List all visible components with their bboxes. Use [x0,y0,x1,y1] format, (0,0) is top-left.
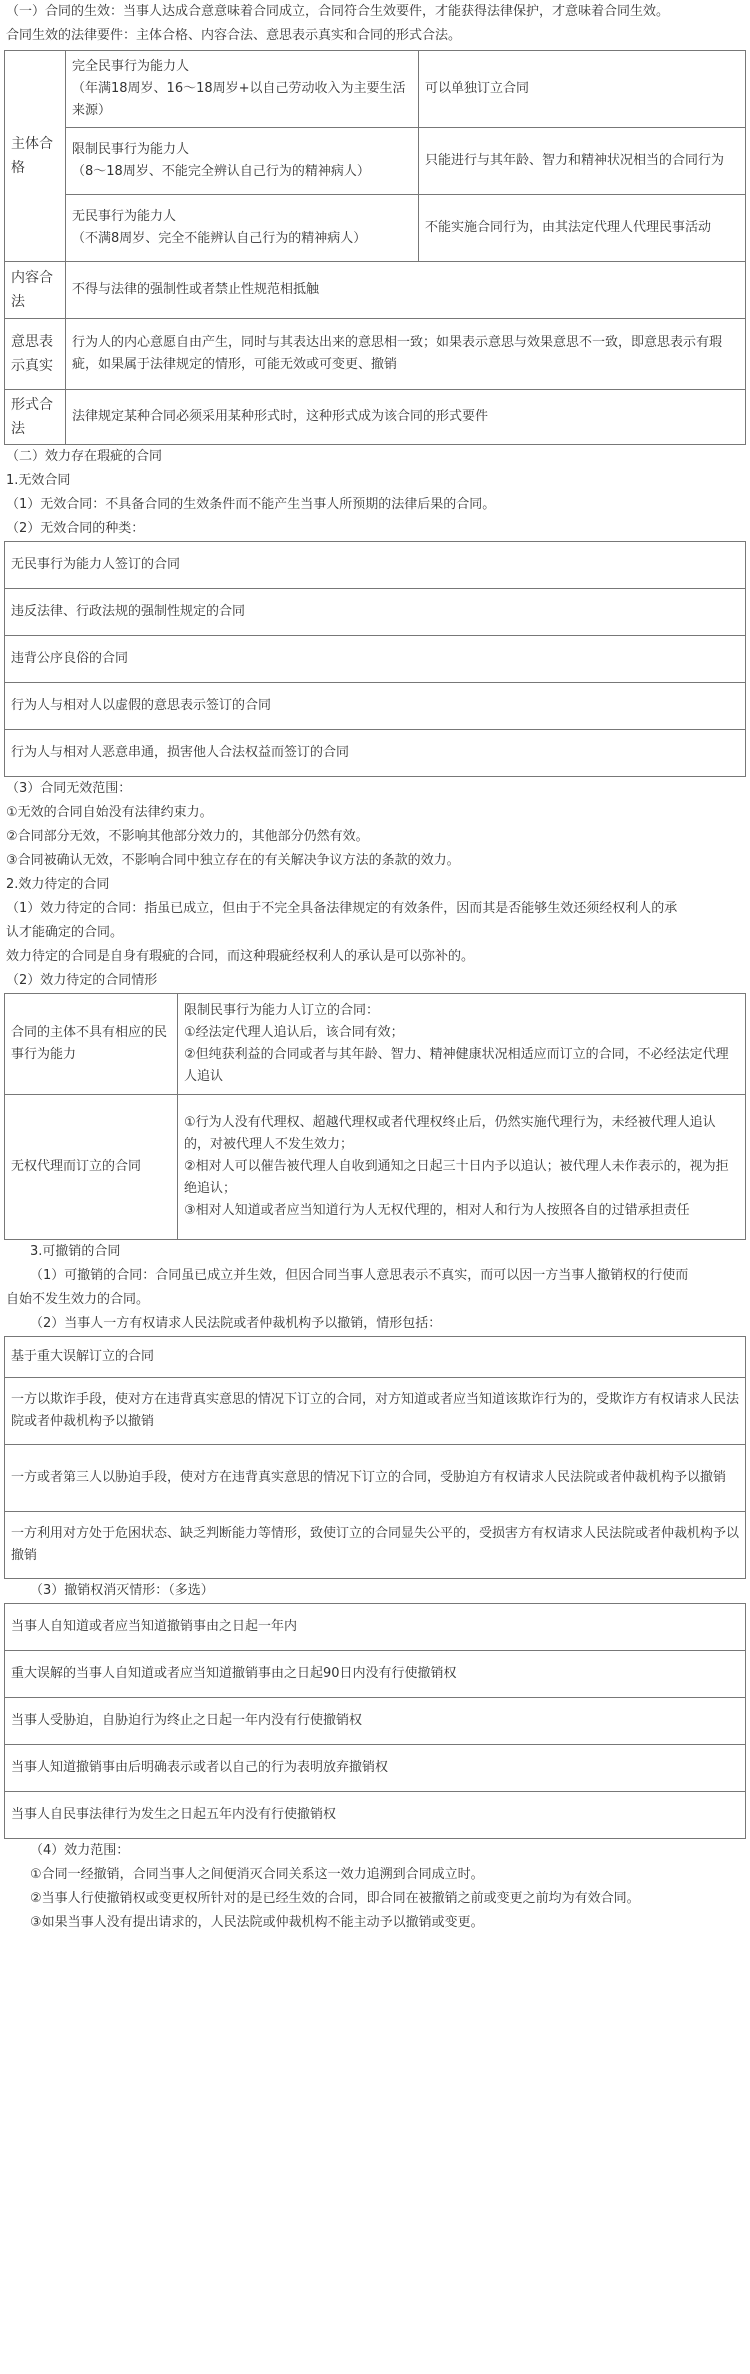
cell-line: ①行为人没有代理权、超越代理权或者代理权终止后，仍然实施代理行为，未经被代理人追认的，对被代理人不发生效力； [184,1115,716,1152]
pending-table [4,993,746,1240]
table-cell: 违背公序良俗的合同 [5,636,746,683]
paragraph: （2）无效合同的种类： [6,521,145,536]
cell-line: ②但纯获利益的合同或者与其年龄、智力、精神健康状况相适应而订立的合同，不必经法定代理人追认 [184,1047,729,1084]
table-cell [178,994,746,1095]
void-types-table [4,541,746,777]
table-row [5,390,746,445]
paragraph: （3）撤销权消灭情形：（多选） [30,1583,214,1598]
list-item: ③如果当事人没有提出请求的，人民法院或仲裁机构不能主动予以撤销或变更。 [30,1915,484,1930]
table-row [5,542,746,589]
intent-label: 意思表示真实 [5,319,66,390]
list-item: ③合同被确认无效，不影响合同中独立存在的有关解决争议方法的条款的效力。 [6,853,460,868]
capacity-effect: 不能实施合同行为，由其法定代理人代理民事活动 [419,195,746,262]
paragraph: （1）无效合同：不具备合同的生效条件而不能产生当事人所预期的法律后果的合同。 [6,497,496,512]
table-row [5,994,746,1095]
table-cell [66,128,419,195]
table-cell: 当事人自知道或者应当知道撤销事由之日起一年内 [5,1604,746,1651]
table-cell: 重大误解的当事人自知道或者应当知道撤销事由之日起90日内没有行使撤销权 [5,1651,746,1698]
capacity-title: 完全民事行为能力人 [72,59,190,74]
revocable-table [4,1336,746,1579]
table-row [5,636,746,683]
table-cell [66,51,419,128]
intent-text: 行为人的内心意愿自由产生，同时与其表达出来的意思相一致；如果表示意思与效果意思不一致，即意思表示有瑕疵，如果属于法律规定的情形，可能无效或可变更、撤销 [66,319,746,390]
subsection-heading: 1.无效合同 [6,473,71,488]
table-cell: 一方或者第三人以胁迫手段，使对方在违背真实意思的情况下订立的合同，受胁迫方有权请求人民法院或者仲裁机构予以撤销 [5,1445,746,1512]
table-cell: 合同的主体不具有相应的民事行为能力 [5,994,178,1095]
list-item: ①无效的合同自始没有法律约束力。 [6,805,213,820]
table-cell [178,1095,746,1240]
paragraph: （1）可撤销的合同：合同虽已成立并生效，但因合同当事人意思表示不真实，而可以因一方当事人撤销权的行使而 [30,1268,689,1283]
intro-line: （一）合同的生效：当事人达成合意意味着合同成立，合同符合生效要件，才能获得法律保护，才意味着合同生效。 [6,4,670,19]
capacity-title: 无民事行为能力人 [72,209,177,224]
table-cell: 一方利用对方处于危困状态、缺乏判断能力等情形，致使订立的合同显失公平的，受损害方有权请求人民法院或者仲裁机构予以撤销 [5,1512,746,1579]
table-row [5,128,746,195]
table-row [5,1512,746,1579]
subsection-heading: 3.可撤销的合同 [30,1244,121,1259]
capacity-note: （不满8周岁、完全不能辨认自己行为的精神病人） [72,231,367,246]
capacity-effect: 只能进行与其年龄、智力和精神状况相当的合同行为 [419,128,746,195]
paragraph: （1）效力待定的合同：指虽已成立，但由于不完全具备法律规定的有效条件，因而其是否能够生效还须经权利人的承 [6,901,678,916]
table-row [5,319,746,390]
capacity-note: （8～18周岁、不能完全辨认自己行为的精神病人） [72,164,370,179]
table-row [5,730,746,777]
capacity-title: 限制民事行为能力人 [72,142,190,157]
table-row [5,195,746,262]
table-cell: 基于重大误解订立的合同 [5,1337,746,1378]
capacity-note: （年满18周岁、16～18周岁+以自己劳动收入为主要生活来源） [72,81,406,118]
requirements-table [4,50,746,445]
table-row [5,1698,746,1745]
table-cell: 行为人与相对人恶意串通，损害他人合法权益而签订的合同 [5,730,746,777]
table-row [5,1378,746,1445]
cell-line: ③相对人知道或者应当知道行为人无权代理的，相对人和行为人按照各自的过错承担责任 [184,1203,690,1218]
cell-line: ②相对人可以催告被代理人自收到通知之日起三十日内予以追认；被代理人未作表示的，视为拒绝追认； [184,1159,729,1196]
table-row [5,683,746,730]
table-row [5,1604,746,1651]
intro-line: 合同生效的法律要件：主体合格、内容合法、意思表示真实和合同的形式合法。 [6,28,462,43]
paragraph: （2）当事人一方有权请求人民法院或者仲裁机构予以撤销，情形包括： [30,1316,442,1331]
table-cell: 当事人自民事法律行为发生之日起五年内没有行使撤销权 [5,1792,746,1839]
form-text: 法律规定某种合同必须采用某种形式时，这种形式成为该合同的形式要件 [66,390,746,445]
extinction-table [4,1603,746,1839]
subsection-heading: 2.效力待定的合同 [6,877,110,892]
paragraph: （4）效力范围： [30,1843,130,1858]
table-row [5,589,746,636]
table-row [5,1445,746,1512]
paragraph: 认才能确定的合同。 [6,925,124,940]
table-row [5,1745,746,1792]
table-cell: 无权代理而订立的合同 [5,1095,178,1240]
table-row [5,1792,746,1839]
section-heading: （二）效力存在瑕疵的合同 [6,449,163,464]
table-row [5,1337,746,1378]
table-cell [66,195,419,262]
cell-line: ①经法定代理人追认后，该合同有效； [184,1025,404,1040]
subject-label: 主体合格 [5,51,66,262]
table-cell: 当事人知道撤销事由后明确表示或者以自己的行为表明放弃撤销权 [5,1745,746,1792]
content-label: 内容合法 [5,262,66,319]
table-row [5,262,746,319]
table-row [5,1095,746,1240]
table-cell: 行为人与相对人以虚假的意思表示签订的合同 [5,683,746,730]
list-item: ①合同一经撤销，合同当事人之间便消灭合同关系这一效力追溯到合同成立时。 [30,1867,484,1882]
content-text: 不得与法律的强制性或者禁止性规范相抵触 [66,262,746,319]
list-item: ②合同部分无效，不影响其他部分效力的，其他部分仍然有效。 [6,829,369,844]
table-cell: 无民事行为能力人签订的合同 [5,542,746,589]
form-label: 形式合法 [5,390,66,445]
table-cell: 违反法律、行政法规的强制性规定的合同 [5,589,746,636]
cell-line: 限制民事行为能力人订立的合同： [184,1003,380,1018]
table-cell: 当事人受胁迫，自胁迫行为终止之日起一年内没有行使撤销权 [5,1698,746,1745]
paragraph: （3）合同无效范围： [6,781,132,796]
paragraph: 效力待定的合同是自身有瑕疵的合同，而这种瑕疵经权利人的承认是可以弥补的。 [6,949,475,964]
list-item: ②当事人行使撤销权或变更权所针对的是已经生效的合同，即合同在被撤销之前或变更之前均为有效合同。 [30,1891,640,1906]
capacity-effect: 可以单独订立合同 [419,51,746,128]
table-row [5,51,746,128]
paragraph: （2）效力待定的合同情形 [6,973,158,988]
table-row [5,1651,746,1698]
paragraph: 自始不发生效力的合同。 [6,1292,150,1307]
table-cell: 一方以欺诈手段，使对方在违背真实意思的情况下订立的合同，对方知道或者应当知道该欺诈行为的，受欺诈方有权请求人民法院或者仲裁机构予以撤销 [5,1378,746,1445]
